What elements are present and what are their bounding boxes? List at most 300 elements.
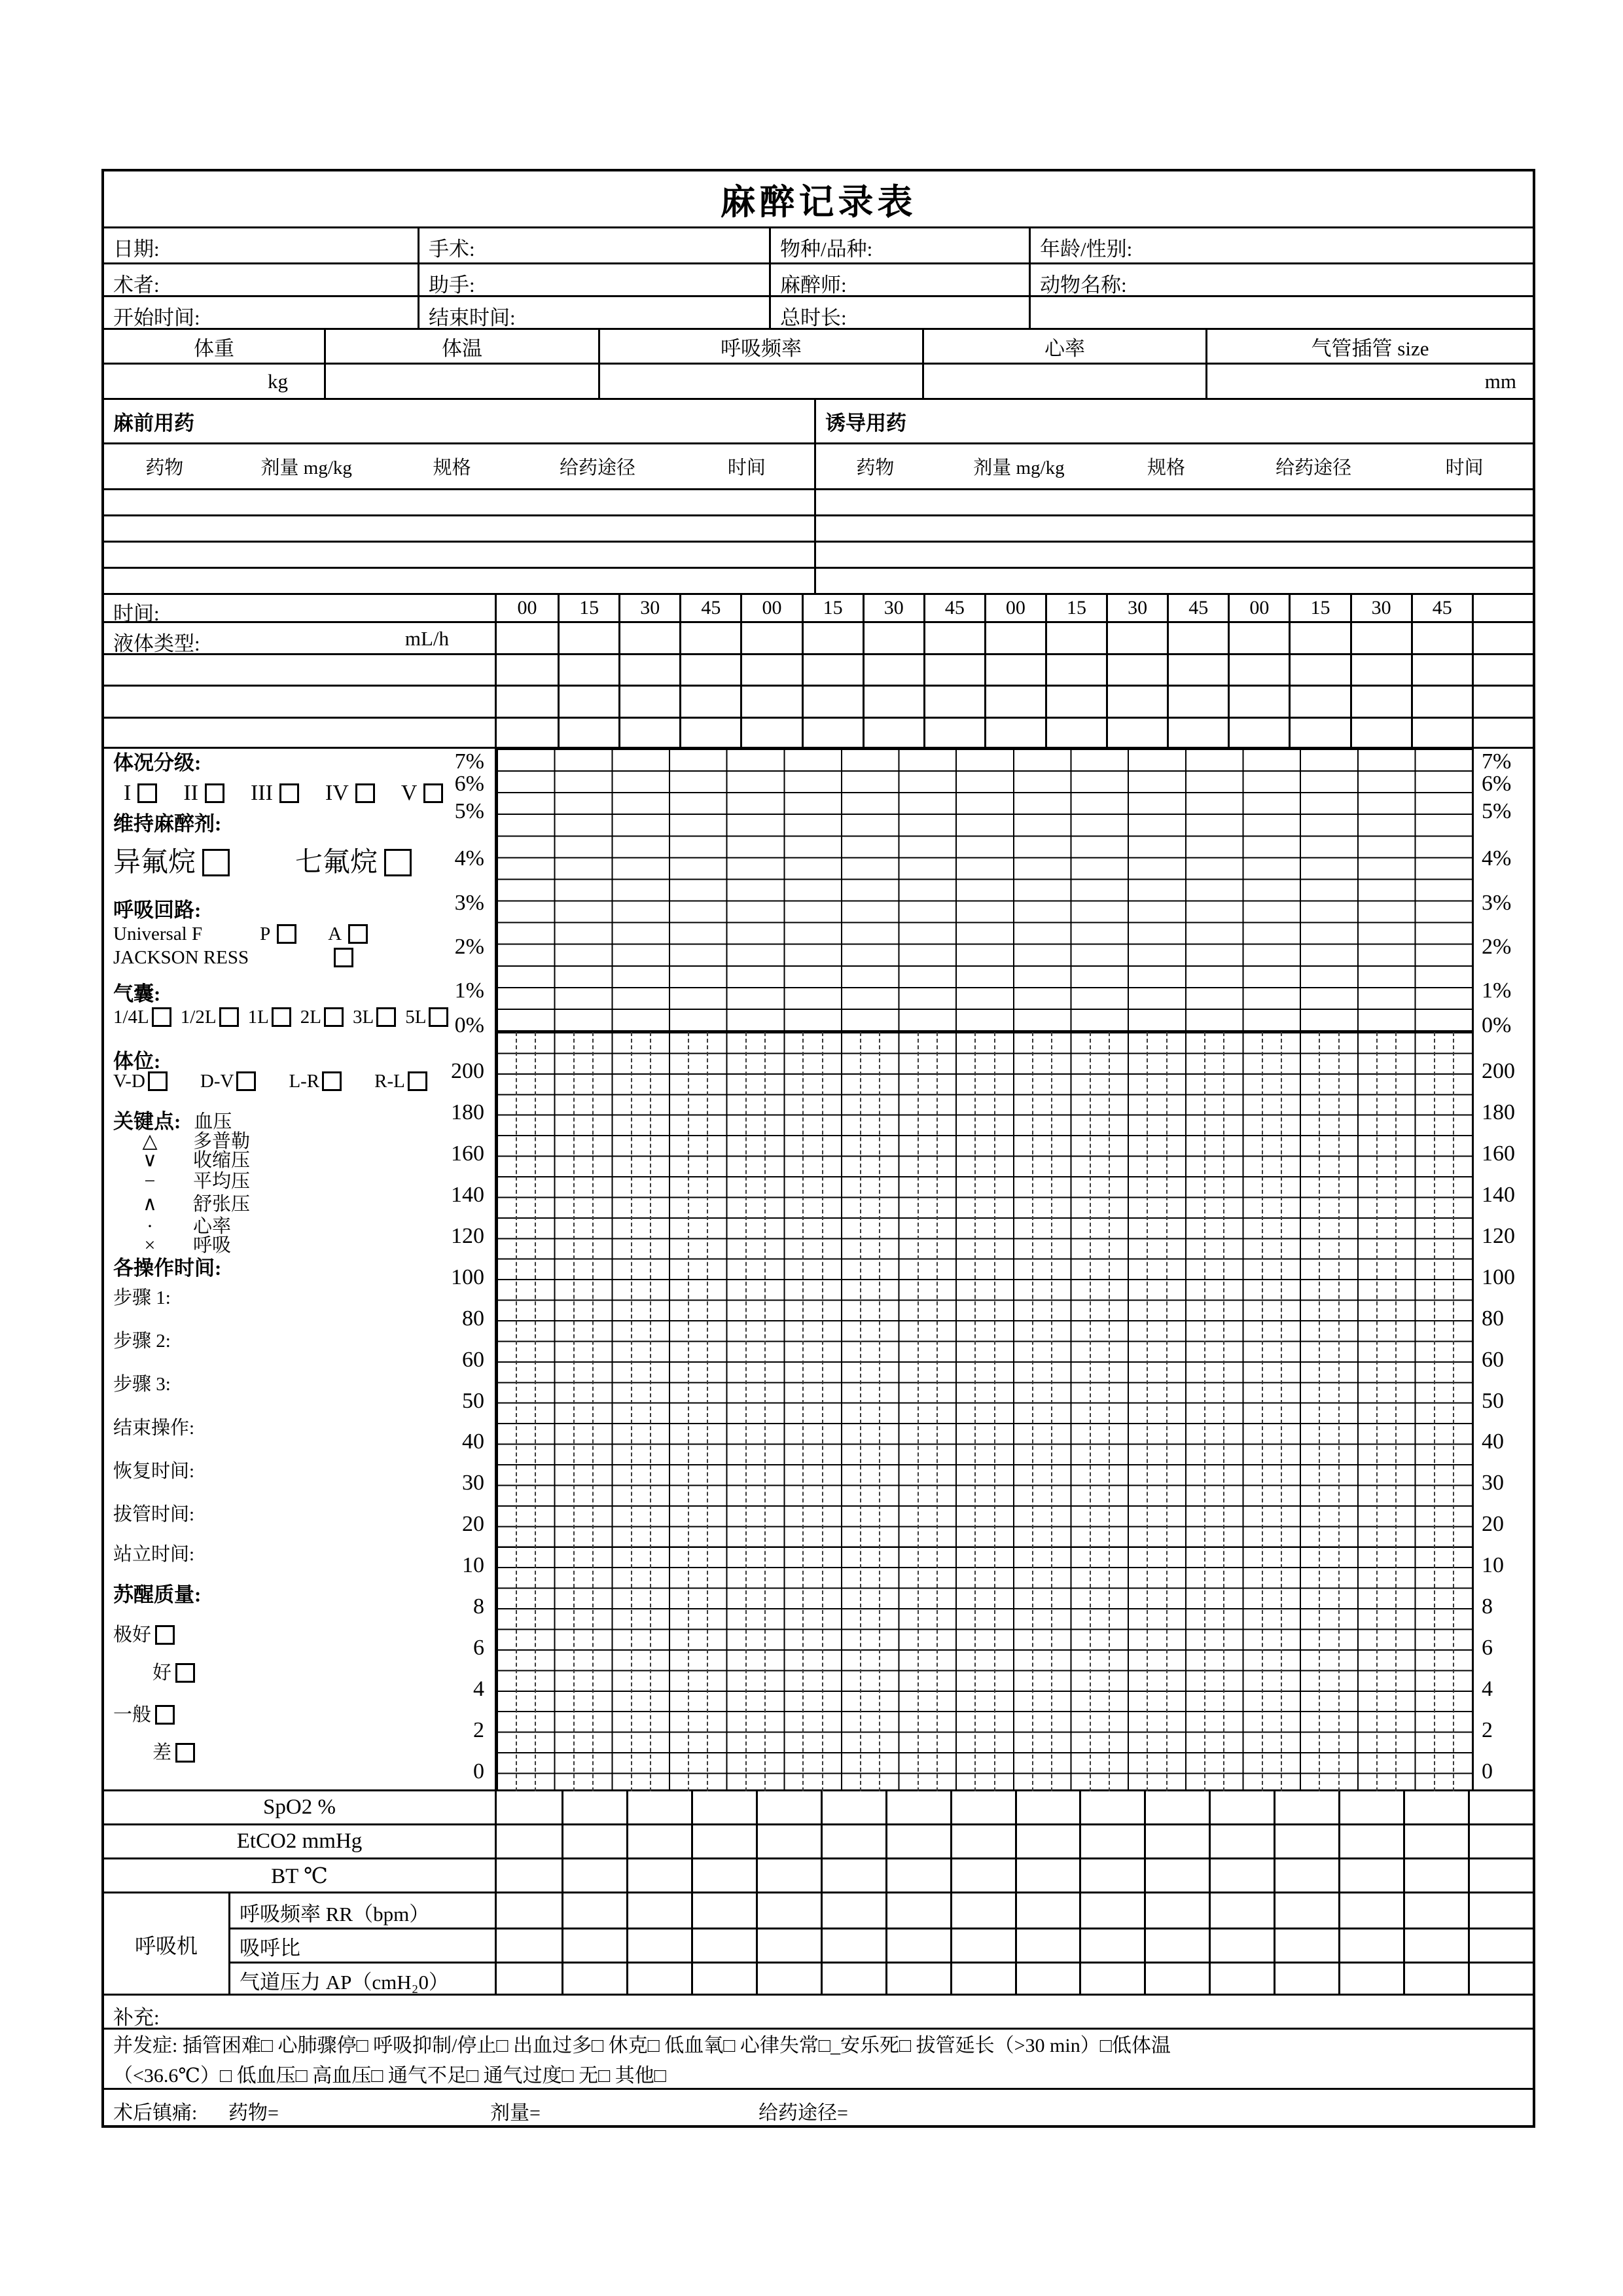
checkbox[interactable] — [334, 948, 353, 967]
grid-dashed-line — [936, 1032, 938, 1791]
resp-rate-header: 呼吸频率 — [598, 330, 922, 363]
legend-row — [130, 1193, 250, 1215]
checkbox[interactable] — [429, 1007, 448, 1027]
date-field[interactable]: 日期: — [113, 238, 160, 260]
grid-cell[interactable] — [1015, 1859, 1080, 1892]
grid-dashed-line — [860, 1032, 861, 1791]
vitals-axis-label: 160 — [451, 1141, 484, 1166]
chart-block — [104, 749, 1533, 1791]
grid-cell[interactable] — [950, 1893, 1015, 1928]
grid-cell[interactable]: 45 — [679, 595, 740, 621]
checkbox[interactable] — [408, 1071, 427, 1091]
grid-cell[interactable] — [1015, 1825, 1080, 1857]
grid-cell[interactable] — [1144, 1825, 1209, 1857]
grid-cell[interactable] — [1472, 687, 1533, 717]
anesthetic-percent-grid[interactable] — [497, 749, 1472, 1030]
vitals-axis-label: 20 — [1482, 1512, 1504, 1537]
checkbox[interactable] — [175, 1743, 195, 1763]
grid-cell[interactable] — [1403, 1859, 1468, 1892]
checkbox[interactable] — [175, 1663, 195, 1683]
fluid-unit: mL/h — [404, 627, 449, 650]
step-label[interactable]: 拔管时间: — [113, 1504, 195, 1525]
vent-rr-cells — [497, 1893, 1533, 1928]
grid-cell[interactable] — [1472, 655, 1533, 685]
step-label[interactable]: 结束操作: — [113, 1418, 195, 1439]
age-sex-field[interactable]: 年龄/性别: — [1029, 228, 1533, 262]
grid-cell[interactable] — [1079, 1928, 1144, 1962]
vitals-axis-label: 40 — [1482, 1429, 1504, 1454]
grid-cell[interactable] — [1468, 1859, 1533, 1892]
grid-cell[interactable] — [802, 623, 863, 653]
grid-cell[interactable] — [885, 1825, 950, 1857]
grid-cell[interactable] — [1167, 687, 1228, 717]
多普勒-symbol: △ — [142, 1130, 158, 1152]
grid-cell[interactable] — [756, 1893, 821, 1928]
checkbox[interactable] — [322, 1071, 342, 1091]
grid-cell[interactable] — [1411, 655, 1472, 685]
grid-cell[interactable] — [558, 623, 618, 653]
grid-cell[interactable] — [1274, 1893, 1338, 1928]
grid-cell[interactable] — [1403, 1825, 1468, 1857]
grid-cell[interactable] — [558, 655, 618, 685]
grid-cell[interactable] — [691, 1825, 756, 1857]
ventilator-ap-row — [104, 1962, 1533, 1996]
checkbox[interactable] — [272, 1007, 291, 1027]
step-label[interactable]: 步骤 1: — [113, 1287, 171, 1308]
et-tube-header: 气管插管 size — [1205, 330, 1533, 363]
med-divider — [814, 516, 816, 541]
grid-cell[interactable] — [1015, 1928, 1080, 1962]
position-option-label: V-D — [113, 1071, 145, 1092]
grid-cell[interactable] — [1350, 719, 1411, 747]
grid-cell[interactable] — [756, 1859, 821, 1892]
bag-option-label: 3L — [353, 1007, 374, 1028]
grid-dashed-line — [918, 1032, 919, 1791]
extra-label-cell[interactable] — [104, 719, 497, 747]
grid-cell[interactable] — [1338, 1859, 1403, 1892]
grid-cell[interactable]: 00 — [517, 597, 537, 619]
grid-cell[interactable]: 15 — [558, 595, 618, 621]
asa-option — [325, 779, 375, 808]
surgeon-field[interactable]: 术者: — [113, 274, 160, 296]
grid-cell[interactable] — [1045, 655, 1106, 685]
grid-cell[interactable] — [1106, 655, 1167, 685]
asa-option-label: V — [401, 781, 418, 805]
temperature-header: 体温 — [324, 330, 598, 363]
grid-cell[interactable] — [562, 1928, 626, 1962]
grid-cell[interactable] — [1106, 719, 1167, 747]
vitals-axis-label: 10 — [1482, 1553, 1504, 1578]
checkbox[interactable] — [324, 1007, 344, 1027]
grid-cell[interactable] — [1167, 719, 1228, 747]
percent-axis-label: 7% — [1482, 749, 1512, 774]
grid-cell[interactable] — [756, 1825, 821, 1857]
grid-cell[interactable] — [756, 1962, 821, 1994]
et-tube-value-cell[interactable]: mm — [1205, 365, 1533, 398]
grid-cell[interactable] — [679, 623, 740, 653]
grid-cell[interactable] — [618, 687, 679, 717]
assistant-field[interactable]: 助手: — [418, 264, 769, 295]
grid-cell[interactable] — [821, 1893, 885, 1928]
grid-dashed-line — [650, 1032, 651, 1791]
step-label[interactable]: 步骤 3: — [113, 1374, 171, 1395]
vent-ap-label: 气道压力 AP（cmH₂0） — [228, 1962, 497, 1994]
vitals-axis-label: 10 — [462, 1553, 484, 1578]
grid-cell[interactable]: 45 — [1411, 595, 1472, 621]
grid-cell[interactable] — [626, 1962, 691, 1994]
fluid-row — [104, 623, 1533, 655]
bag-option — [300, 1003, 344, 1031]
grid-cell[interactable] — [1015, 1893, 1080, 1928]
anesthetist-field[interactable]: 麻醉师: — [769, 264, 1029, 295]
checkbox[interactable] — [376, 1007, 396, 1027]
grid-cell[interactable] — [1167, 655, 1228, 685]
grid-cell[interactable] — [984, 687, 1045, 717]
grid-cell[interactable] — [1079, 1859, 1144, 1892]
supplement-row[interactable] — [104, 1996, 1533, 2030]
grid-cell[interactable] — [562, 1791, 626, 1823]
grid-cell[interactable] — [950, 1791, 1015, 1823]
grid-cell[interactable] — [1274, 1962, 1338, 1994]
grid-cell[interactable]: 30 — [1106, 595, 1167, 621]
grid-cell[interactable] — [562, 1859, 626, 1892]
spo2-cells — [497, 1791, 1533, 1823]
vitals-unit-row — [104, 365, 1533, 400]
asa-option — [124, 779, 157, 808]
grid-cell[interactable] — [1079, 1791, 1144, 1823]
species-field[interactable]: 物种/品种: — [769, 228, 1029, 262]
extra-row — [104, 655, 1533, 687]
med-row[interactable] — [104, 516, 1533, 543]
grid-cell[interactable]: 30 — [863, 595, 923, 621]
grid-cell[interactable] — [1015, 1791, 1080, 1823]
grid-cell[interactable] — [950, 1859, 1015, 1892]
grid-cell[interactable] — [626, 1859, 691, 1892]
total-duration-field[interactable]: 总时长: — [769, 297, 1029, 328]
weight-value-cell[interactable]: kg — [268, 369, 288, 393]
grid-cell[interactable] — [497, 1825, 562, 1857]
grid-cell[interactable] — [821, 1962, 885, 1994]
checkbox[interactable] — [202, 849, 230, 876]
checkbox[interactable] — [348, 924, 368, 944]
grid-dashed-line — [1109, 1032, 1110, 1791]
vitals-axis-label: 8 — [473, 1594, 484, 1619]
grid-cell[interactable] — [863, 623, 923, 653]
grid-cell[interactable] — [1468, 1962, 1533, 1994]
grid-cell[interactable] — [497, 719, 558, 747]
grid-cell[interactable] — [1472, 595, 1533, 621]
grid-cell[interactable] — [562, 1893, 626, 1928]
step-label[interactable]: 恢复时间: — [113, 1461, 195, 1482]
grid-cell[interactable] — [1045, 623, 1106, 653]
grid-cell[interactable] — [1144, 1962, 1209, 1994]
med-column-header: 剂量 mg/kg — [973, 457, 1065, 478]
grid-cell[interactable] — [885, 1928, 950, 1962]
vitals-trend-grid[interactable] — [497, 1030, 1472, 1791]
checkbox[interactable] — [384, 849, 412, 876]
grid-cell[interactable] — [885, 1962, 950, 1994]
vitals-axis-label: 60 — [1482, 1347, 1504, 1372]
grid-cell[interactable] — [1167, 623, 1228, 653]
vitals-axis-label: 50 — [462, 1388, 484, 1413]
grid-cell[interactable] — [1403, 1962, 1468, 1994]
grid-cell[interactable]: 15 — [1045, 595, 1106, 621]
grid-cell[interactable] — [740, 719, 801, 747]
surgery-field[interactable]: 手术: — [418, 228, 769, 262]
grid-cell[interactable] — [497, 1928, 562, 1962]
grid-cell[interactable] — [626, 1825, 691, 1857]
grid-cell[interactable] — [497, 623, 558, 653]
vitals-axis-label: 60 — [462, 1347, 484, 1372]
grid-cell[interactable]: 00 — [1228, 595, 1289, 621]
grid-cell[interactable] — [1144, 1893, 1209, 1928]
bag-option-label: 5L — [405, 1007, 427, 1028]
checkbox[interactable] — [236, 1071, 256, 1091]
checkbox[interactable] — [155, 1705, 175, 1725]
med-column-header: 规格 — [433, 457, 471, 478]
grid-cell[interactable] — [1350, 623, 1411, 653]
grid-cell[interactable] — [679, 687, 740, 717]
grid-cell[interactable] — [802, 687, 863, 717]
info-row-2 — [104, 264, 1533, 297]
checkbox[interactable] — [279, 783, 299, 803]
grid-cell[interactable] — [1045, 719, 1106, 747]
grid-cell[interactable] — [1106, 623, 1167, 653]
etco2-label: EtCO2 mmHg — [104, 1825, 497, 1857]
checkbox[interactable] — [219, 1007, 239, 1027]
grid-cell[interactable]: 45 — [923, 595, 984, 621]
grid-cell[interactable] — [821, 1825, 885, 1857]
legend-row — [130, 1170, 250, 1193]
percent-axis-label: 4% — [1482, 846, 1512, 870]
grid-cell[interactable] — [497, 1962, 562, 1994]
grid-cell[interactable] — [923, 623, 984, 653]
grid-cell[interactable] — [1468, 1825, 1533, 1857]
grid-cell[interactable]: 15 — [1289, 595, 1349, 621]
extra-label-cell[interactable] — [104, 655, 497, 685]
grid-cell[interactable] — [1403, 1893, 1468, 1928]
fluid-label-cell[interactable] — [104, 623, 497, 653]
grid-cell[interactable] — [618, 655, 679, 685]
grid-cell[interactable] — [1289, 623, 1349, 653]
grid-cell[interactable] — [1144, 1928, 1209, 1962]
checkbox[interactable] — [152, 1007, 171, 1027]
grid-cell[interactable] — [1079, 1825, 1144, 1857]
grid-cell[interactable] — [740, 655, 801, 685]
step-label[interactable]: 步骤 2: — [113, 1331, 171, 1352]
grid-cell[interactable] — [1411, 687, 1472, 717]
grid-cell[interactable] — [562, 1825, 626, 1857]
grid-cell[interactable] — [756, 1928, 821, 1962]
grid-cell[interactable] — [1079, 1962, 1144, 1994]
grid-cell[interactable] — [923, 687, 984, 717]
grid-cell[interactable] — [1403, 1791, 1468, 1823]
grid-cell[interactable] — [1209, 1825, 1274, 1857]
grid-cell[interactable] — [558, 687, 618, 717]
grid-cell[interactable] — [562, 1962, 626, 1994]
grid-cell[interactable] — [821, 1791, 885, 1823]
grid-cell[interactable] — [950, 1928, 1015, 1962]
grid-cell[interactable] — [1338, 1791, 1403, 1823]
grid-dashed-line — [535, 1032, 536, 1791]
grid-cell[interactable] — [740, 623, 801, 653]
grid-cell[interactable] — [885, 1791, 950, 1823]
grid-cell[interactable] — [950, 1825, 1015, 1857]
grid-cell[interactable] — [691, 1962, 756, 1994]
position-option — [113, 1067, 168, 1096]
empty-cell[interactable] — [1029, 297, 1533, 328]
animal-name-field[interactable]: 动物名称: — [1029, 264, 1533, 295]
vitals-axis-label: 40 — [462, 1429, 484, 1454]
grid-cell[interactable] — [497, 1791, 562, 1823]
checkbox[interactable] — [423, 783, 443, 803]
grid-cell[interactable] — [618, 623, 679, 653]
percent-axis-label: 2% — [454, 935, 484, 959]
grid-cell[interactable] — [558, 719, 618, 747]
percent-axis-label: 6% — [1482, 772, 1512, 796]
grid-cell[interactable] — [497, 1893, 562, 1928]
grid-cell[interactable] — [679, 655, 740, 685]
grid-cell[interactable] — [1106, 687, 1167, 717]
grid-cell[interactable] — [802, 719, 863, 747]
end-time-field[interactable]: 结束时间: — [418, 297, 769, 328]
postop-drug: 药物= — [228, 2102, 279, 2124]
heart-rate-header: 心率 — [922, 330, 1205, 363]
heart-rate-value-cell[interactable] — [922, 365, 1205, 398]
med-row[interactable] — [104, 490, 1533, 516]
grid-cell[interactable] — [1144, 1791, 1209, 1823]
checkbox[interactable] — [155, 1625, 175, 1645]
supplement-label: 补充: — [113, 2006, 160, 2029]
grid-cell[interactable] — [950, 1962, 1015, 1994]
grid-cell[interactable] — [1209, 1893, 1274, 1928]
grid-cell[interactable] — [1403, 1928, 1468, 1962]
grid-cell[interactable] — [1289, 719, 1349, 747]
grid-cell[interactable] — [1350, 655, 1411, 685]
grid-cell[interactable] — [1228, 623, 1289, 653]
extra-label-cell[interactable] — [104, 687, 497, 717]
grid-cell[interactable] — [1209, 1962, 1274, 1994]
grid-cell[interactable]: 15 — [802, 595, 863, 621]
grid-cell[interactable] — [1015, 1962, 1080, 1994]
grid-cell[interactable] — [802, 655, 863, 685]
checkbox[interactable] — [355, 783, 375, 803]
grid-cell[interactable] — [1411, 719, 1472, 747]
grid-cell[interactable] — [740, 687, 801, 717]
grid-cell[interactable] — [1274, 1791, 1338, 1823]
grid-cell[interactable] — [679, 719, 740, 747]
postop-row[interactable] — [104, 2090, 1533, 2125]
checkbox[interactable] — [205, 783, 224, 803]
grid-cell[interactable] — [497, 1859, 562, 1892]
grid-cell[interactable] — [691, 1893, 756, 1928]
grid-cell[interactable] — [821, 1859, 885, 1892]
complications-row[interactable] — [104, 2030, 1533, 2090]
asa-options-row — [124, 779, 443, 808]
grid-cell[interactable] — [863, 687, 923, 717]
grid-cell[interactable] — [626, 1791, 691, 1823]
postop-label: 术后镇痛: — [113, 2102, 198, 2124]
grid-cell[interactable] — [497, 687, 558, 717]
grid-cell[interactable] — [756, 1791, 821, 1823]
grid-cell[interactable] — [984, 719, 1045, 747]
grid-cell[interactable] — [618, 719, 679, 747]
grid-cell[interactable]: 30 — [618, 595, 679, 621]
grid-cell[interactable]: 30 — [1350, 595, 1411, 621]
grid-cell[interactable] — [1228, 655, 1289, 685]
grid-dashed-line — [1319, 1032, 1320, 1791]
grid-cell[interactable] — [1468, 1791, 1533, 1823]
temperature-value-cell[interactable] — [324, 365, 598, 398]
grid-cell[interactable] — [626, 1893, 691, 1928]
grid-cell[interactable] — [1350, 687, 1411, 717]
grid-cell[interactable] — [984, 623, 1045, 653]
grid-cell[interactable] — [1338, 1893, 1403, 1928]
start-time-field[interactable]: 开始时间: — [113, 306, 200, 329]
grid-cell[interactable] — [923, 719, 984, 747]
checkbox[interactable] — [148, 1071, 168, 1091]
grid-cell[interactable] — [1209, 1928, 1274, 1962]
grid-cell[interactable] — [923, 655, 984, 685]
grid-cell[interactable] — [1209, 1791, 1274, 1823]
time-cells — [497, 595, 1533, 621]
grid-cell[interactable] — [691, 1859, 756, 1892]
grid-cell[interactable] — [691, 1791, 756, 1823]
grid-cell[interactable] — [691, 1928, 756, 1962]
checkbox[interactable] — [277, 924, 296, 944]
grid-cell[interactable] — [1411, 623, 1472, 653]
grid-cell[interactable] — [1338, 1825, 1403, 1857]
grid-cell[interactable] — [1338, 1928, 1403, 1962]
grid-cell[interactable] — [863, 655, 923, 685]
grid-cell[interactable] — [1472, 719, 1533, 747]
grid-cell[interactable] — [497, 655, 558, 685]
resp-rate-value-cell[interactable] — [598, 365, 922, 398]
grid-cell[interactable] — [863, 719, 923, 747]
grid-cell[interactable] — [626, 1928, 691, 1962]
vitals-axis-label: 100 — [451, 1265, 484, 1289]
step-label[interactable]: 站立时间: — [113, 1544, 195, 1565]
grid-cell[interactable] — [984, 655, 1045, 685]
grid-cell[interactable]: 00 — [740, 595, 801, 621]
grid-cell[interactable] — [1468, 1893, 1533, 1928]
med-row[interactable] — [104, 569, 1533, 595]
grid-cell[interactable] — [1472, 623, 1533, 653]
checkbox[interactable] — [137, 783, 157, 803]
grid-cell[interactable] — [1289, 687, 1349, 717]
grid-cell[interactable] — [1079, 1893, 1144, 1928]
grid-cell[interactable] — [821, 1928, 885, 1962]
grid-cell[interactable] — [885, 1893, 950, 1928]
grid-cell[interactable] — [1209, 1859, 1274, 1892]
maintain-label: 维持麻醉剂: — [113, 812, 222, 835]
grid-cell[interactable] — [885, 1859, 950, 1892]
anesthetic-options-row — [113, 848, 412, 877]
grid-cell[interactable] — [1274, 1928, 1338, 1962]
grid-cell[interactable] — [1045, 687, 1106, 717]
grid-cell[interactable] — [1468, 1928, 1533, 1962]
grid-cell[interactable] — [1144, 1859, 1209, 1892]
med-row[interactable] — [104, 543, 1533, 569]
grid-cell[interactable] — [1228, 719, 1289, 747]
grid-cell[interactable] — [1274, 1859, 1338, 1892]
grid-cell[interactable] — [1338, 1962, 1403, 1994]
grid-cell[interactable] — [1289, 655, 1349, 685]
grid-cell[interactable] — [1274, 1825, 1338, 1857]
grid-cell[interactable] — [1228, 687, 1289, 717]
grid-cell[interactable]: 00 — [984, 595, 1045, 621]
grid-cell[interactable]: 45 — [1167, 595, 1228, 621]
